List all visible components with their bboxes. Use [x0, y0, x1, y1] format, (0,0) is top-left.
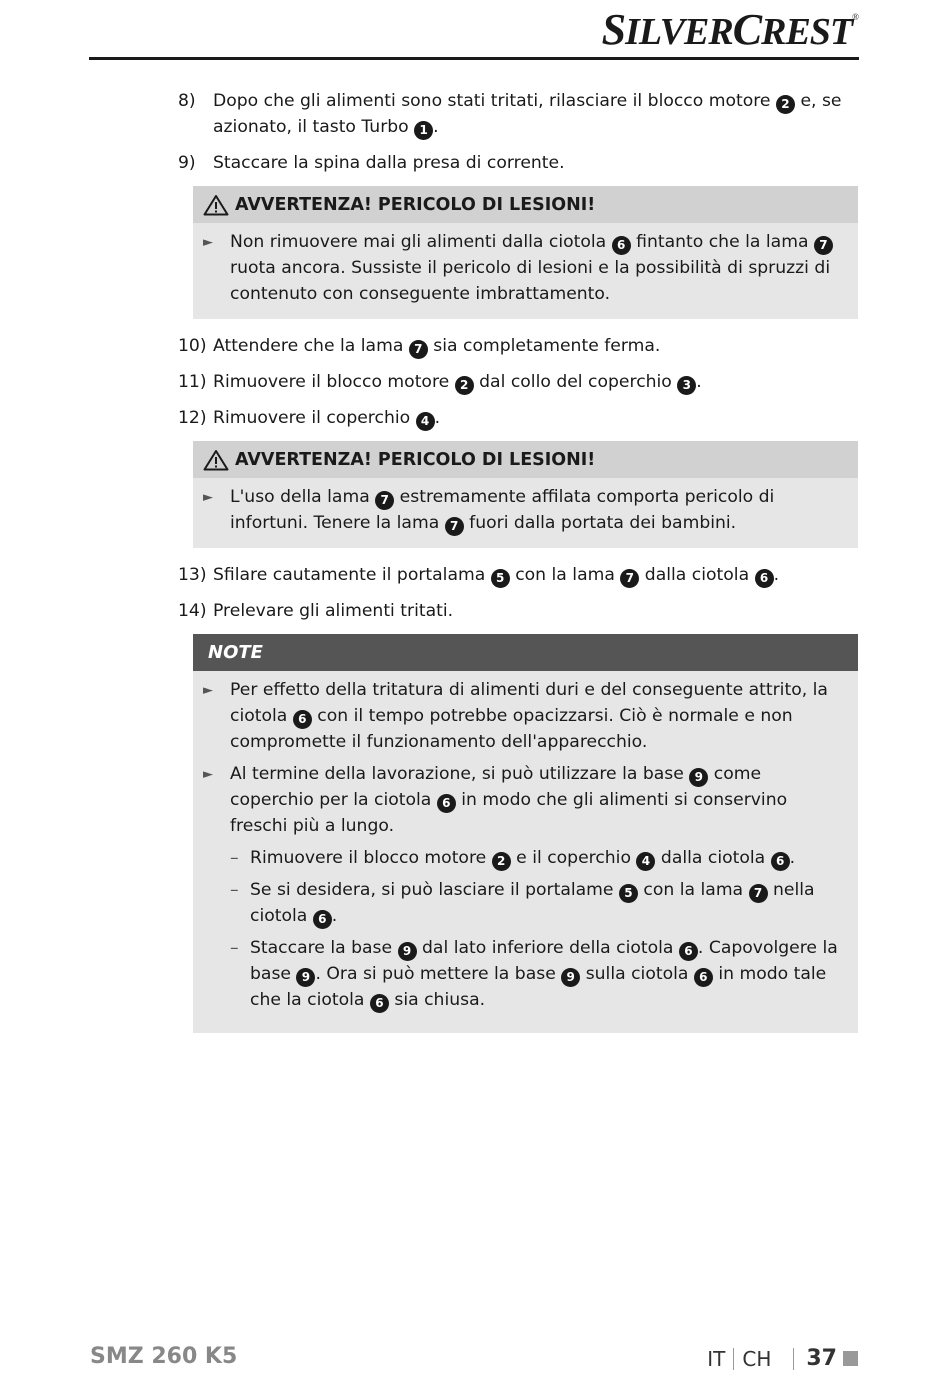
step-number: 11) — [178, 372, 207, 392]
page-square-icon — [843, 1351, 858, 1366]
part-number-badge: 2 — [492, 852, 511, 871]
warning-triangle-icon — [203, 194, 229, 216]
part-number-badge: 6 — [771, 852, 790, 871]
sub-item — [230, 935, 846, 1013]
part-number-badge: 5 — [619, 884, 638, 903]
manual-content — [178, 88, 860, 1047]
step-number: 10) — [178, 336, 207, 356]
steps-group — [178, 562, 860, 624]
step-text: Rimuovere il coperchio 4 . — [213, 405, 860, 431]
warning-header — [193, 441, 858, 478]
part-number-badge: 2 — [455, 376, 474, 395]
warning-title: AVVERTENZA! PERICOLO DI LESIONI! — [235, 449, 596, 470]
step-text: Dopo che gli alimenti sono stati tritati, rilasciare il blocco motore 2 e, se azionato, il tasto Turbo 1 . — [213, 88, 860, 140]
sub-item-text: Rimuovere il blocco motore 2 e il coperchio 4 dalla ciotola 6 . — [250, 845, 846, 871]
part-number-badge: 6 — [679, 942, 698, 961]
part-number-badge: 7 — [445, 517, 464, 536]
note-box — [193, 634, 858, 1033]
part-number-badge: 3 — [677, 376, 696, 395]
warning-box — [193, 186, 858, 319]
footer-separator — [733, 1348, 734, 1370]
part-number-badge: 7 — [375, 491, 394, 510]
header-rule — [89, 57, 859, 60]
part-number-badge: 2 — [776, 95, 795, 114]
part-number-badge: 7 — [620, 569, 639, 588]
note-body — [193, 671, 858, 1033]
part-number-badge: 6 — [612, 236, 631, 255]
part-number-badge: 9 — [296, 968, 315, 987]
part-number-badge: 9 — [398, 942, 417, 961]
warning-body — [193, 478, 858, 548]
part-number-badge: 6 — [437, 794, 456, 813]
bullet-item — [203, 484, 846, 536]
dash-bullet-icon: – — [230, 848, 239, 868]
step-number: 12) — [178, 408, 207, 428]
part-number-badge: 5 — [491, 569, 510, 588]
part-number-badge: 6 — [694, 968, 713, 987]
arrow-bullet-icon: ► — [203, 683, 213, 698]
page-number: 37 — [806, 1346, 837, 1371]
step-number: 9) — [178, 153, 196, 173]
footer-lang-ch: CH — [742, 1346, 772, 1371]
warning-triangle-icon — [203, 449, 229, 471]
step-item — [178, 405, 860, 431]
bullet-text: Non rimuovere mai gli alimenti dalla ciotola 6 fintanto che la lama 7 ruota ancora. Sussiste il pericolo di lesioni e la possibilità di spruzzi di contenuto con conseguente imbrattamento. — [230, 229, 846, 307]
part-number-badge: 6 — [293, 710, 312, 729]
bullet-text: Per effetto della tritatura di alimenti duri e del conseguente attrito, la ciotola 6 con il tempo potrebbe opacizzarsi. Ciò è normale e non compromette il funzionamento dell'apparecchio. — [230, 680, 828, 752]
step-item — [178, 88, 860, 140]
sub-item-text: Se si desidera, si può lasciare il portalame 5 con la lama 7 nella ciotola 6 . — [250, 877, 846, 929]
footer-pagination — [707, 1346, 858, 1371]
arrow-bullet-icon: ► — [203, 490, 213, 505]
part-number-badge: 7 — [409, 340, 428, 359]
step-item — [178, 333, 860, 359]
step-text: Prelevare gli alimenti tritati. — [213, 601, 454, 621]
bullet-text: Al termine della lavorazione, si può utilizzare la base 9 come coperchio per la ciotola 6 in modo che gli alimenti si conservino freschi più a lungo. — [230, 764, 788, 836]
part-number-badge: 6 — [755, 569, 774, 588]
warning-title: AVVERTENZA! PERICOLO DI LESIONI! — [235, 194, 596, 215]
steps-group — [178, 333, 860, 431]
note-header — [193, 634, 858, 671]
step-number: 13) — [178, 565, 207, 585]
warning-body — [193, 223, 858, 319]
bullet-item — [203, 677, 846, 755]
part-number-badge: 7 — [814, 236, 833, 255]
part-number-badge: 9 — [689, 768, 708, 787]
arrow-bullet-icon: ► — [203, 235, 213, 250]
bullet-item — [203, 229, 846, 307]
step-item — [178, 562, 860, 588]
step-item — [178, 598, 860, 624]
step-text: Attendere che la lama 7 sia completamente ferma. — [213, 333, 860, 359]
step-item — [178, 369, 860, 395]
dash-bullet-icon: – — [230, 880, 239, 900]
footer-model: SMZ 260 K5 — [90, 1344, 238, 1369]
part-number-badge: 6 — [313, 910, 332, 929]
warning-box — [193, 441, 858, 548]
step-number: 14) — [178, 601, 207, 621]
step-number: 8) — [178, 91, 196, 111]
bullet-text: L'uso della lama 7 estremamente affilata comporta pericolo di infortuni. Tenere la lama 7 fuori dalla portata dei bambini. — [230, 484, 846, 536]
footer-lang-it: IT — [707, 1346, 726, 1371]
part-number-badge: 7 — [749, 884, 768, 903]
sub-item — [230, 845, 846, 871]
brand-logo: SILVERCREST® — [601, 5, 858, 54]
bullet-item — [203, 761, 846, 839]
footer-separator — [793, 1348, 794, 1370]
step-text: Sfilare cautamente il portalama 5 con la lama 7 dalla ciotola 6 . — [213, 562, 860, 588]
part-number-badge: 4 — [416, 412, 435, 431]
steps-group — [178, 88, 860, 176]
note-title: NOTE — [208, 641, 263, 663]
part-number-badge: 9 — [561, 968, 580, 987]
sub-item — [230, 877, 846, 929]
part-number-badge: 6 — [370, 994, 389, 1013]
warning-header — [193, 186, 858, 223]
part-number-badge: 4 — [636, 852, 655, 871]
arrow-bullet-icon: ► — [203, 767, 213, 782]
step-text: Rimuovere il blocco motore 2 dal collo del coperchio 3 . — [213, 369, 860, 395]
step-item — [178, 150, 860, 176]
step-text: Staccare la spina dalla presa di corrente. — [213, 153, 565, 173]
part-number-badge: 1 — [414, 121, 433, 140]
sub-item-text: Staccare la base 9 dal lato inferiore della ciotola 6 . Capovolgere la base 9 . Ora si può mettere la base 9 sulla ciotola 6 in modo tale che la ciotola 6 sia chiusa. — [250, 935, 846, 1013]
dash-bullet-icon: – — [230, 938, 239, 958]
